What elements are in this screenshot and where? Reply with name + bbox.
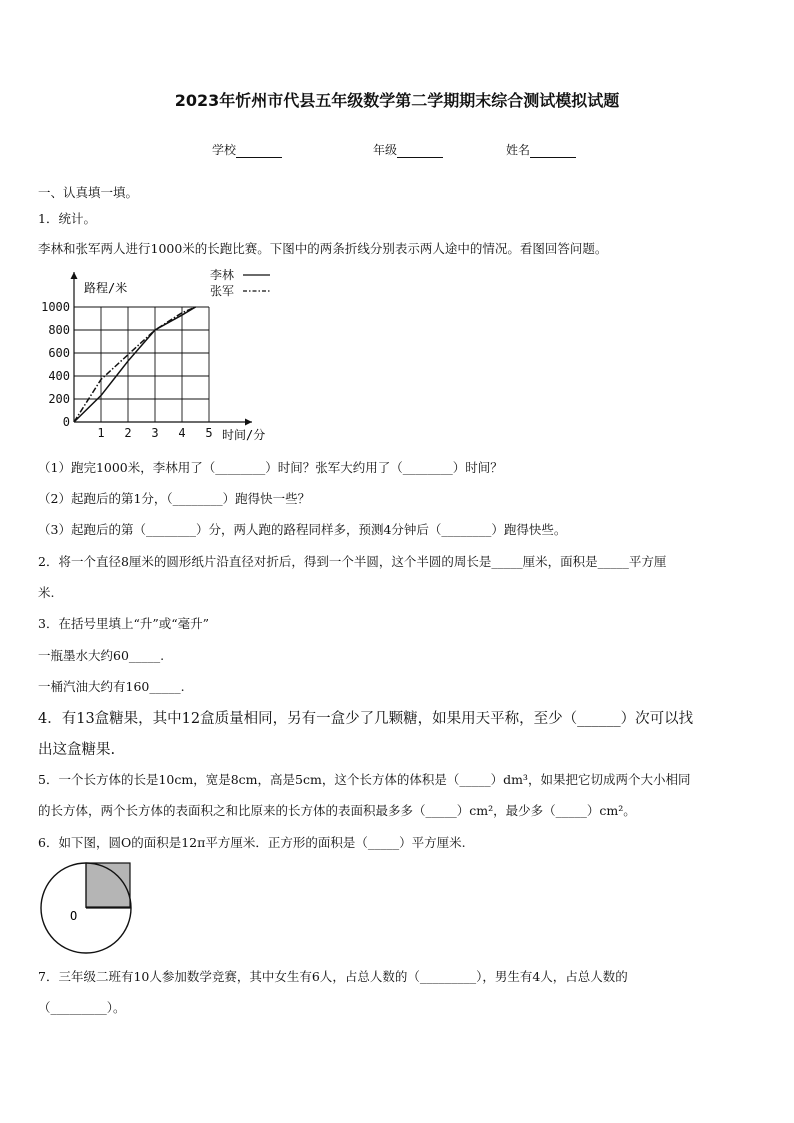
name-blank[interactable] [530,144,576,158]
q2-line2: 米. [38,585,55,600]
y-tick-label: 1000 [41,300,70,314]
grade-field [373,141,443,158]
y-tick-label: 400 [48,369,70,383]
q7-line2: （_________）。 [38,1000,126,1015]
x-tick-label: 1 [97,426,105,440]
circle-square-figure [36,858,136,958]
q3-line3: 一桶汽油大约有160_____. [38,679,185,694]
x-tick-label: 2 [124,426,132,440]
x-tick-label: 5 [205,426,213,440]
q1-sub3: （3）起跑后的第（________）分，两人跑的路程同样多，预测4分钟后（________）跑得快些。 [38,522,567,537]
name-field [506,141,576,158]
q4-line2: 出这盒糖果. [38,742,116,758]
grade-label: 年级 [373,143,398,157]
q1-intro: 李林和张军两人进行1000米的长跑比赛。下图中的两条折线分别表示两人途中的情况。看图回答问题。 [38,241,608,256]
q4-line1: 4．有13盒糖果，其中12盒质量相同，另有一盒少了几颗糖，如果用天平称，至少（______）次可以找 [38,711,694,727]
grade-blank[interactable] [397,144,443,158]
y-axis-label: 路程/米 [84,281,128,295]
square-shape [86,863,130,907]
center-label: O [70,909,78,923]
q5-line2: 的长方体，两个长方体的表面积之和比原来的长方体的表面积最多多（_____）cm²，最少多（_____）cm²。 [38,803,636,818]
x-axis-label: 时间/分 [222,428,266,442]
school-field [212,141,282,158]
q3-line2: 一瓶墨水大约60_____. [38,648,165,663]
q5-line1: 5．一个长方体的长是10cm，宽是8cm，高是5cm，这个长方体的体积是（_____）dm³，如果把它切成两个大小相同 [38,772,691,787]
q2-line1: 2．将一个直径8厘米的圆形纸片沿直径对折后，得到一个半圆，这个半圆的周长是_____厘米，面积是_____平方厘 [38,554,667,569]
q7-line1: 7．三年级二班有10人参加数学竞赛，其中女生有6人，占总人数的（_________），男生有4人，占总人数的 [38,969,628,984]
page-title: 2023年忻州市代县五年级数学第二学期期末综合测试模拟试题 [174,91,620,110]
q1-sub1: （1）跑完1000米，李林用了（________）时间？张军大约用了（________）时间？ [38,460,503,475]
y-tick-label: 0 [62,415,70,429]
q3-line1: 3．在括号里填上“升”或“毫升” [38,616,210,631]
q1-number: 1．统计。 [38,211,96,226]
name-label: 姓名 [506,143,531,157]
distance-time-chart [30,262,290,447]
legend-label: 李林 [210,268,235,282]
section-heading: 一、认真填一填。 [38,185,139,200]
q6-line1: 6．如下图，圆O的面积是12π平方厘米．正方形的面积是（_____）平方厘米. [38,835,466,850]
x-tick-label: 4 [178,426,186,440]
school-label: 学校 [212,143,237,157]
x-tick-label: 3 [151,426,159,440]
y-tick-label: 200 [48,392,70,406]
series-line-1 [74,307,196,422]
y-tick-label: 600 [48,346,70,360]
legend-label: 张军 [210,284,235,298]
chart-grid [74,307,209,422]
school-blank[interactable] [236,144,282,158]
y-tick-label: 800 [48,323,70,337]
q1-sub2: （2）起跑后的第1分，（________）跑得快一些？ [38,491,311,506]
